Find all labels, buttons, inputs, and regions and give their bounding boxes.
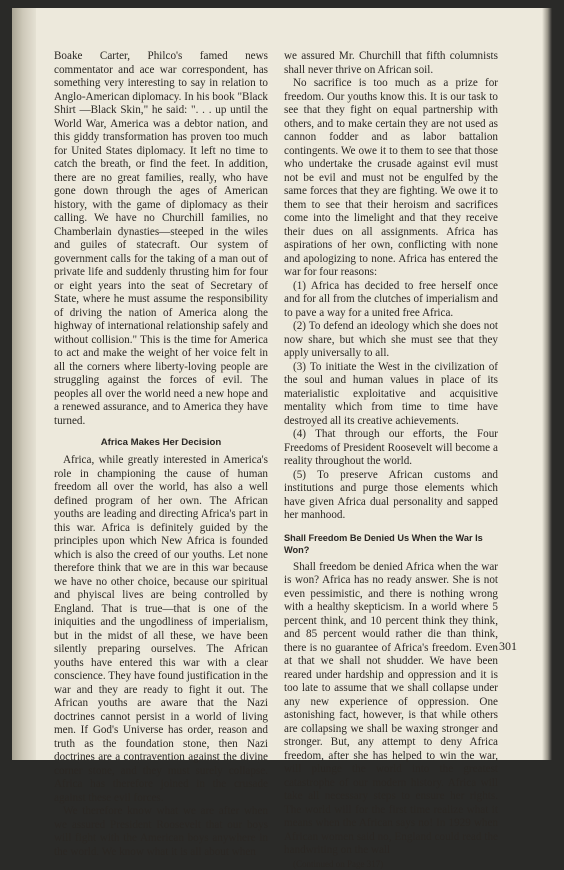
right-column (284, 50, 498, 870)
page-binding-shadow (12, 8, 36, 760)
reason-item-5: (5) To preserve African customs and institutions and purge those elements which have given Africa dual personality and sapped her manhood. (284, 468, 498, 521)
section-heading-africa-decision: Africa Makes Her Decision (100, 437, 222, 448)
left-paragraph-3: We therefore know what we are after when we assured President Roosevelt that our boys will fight with the American boys anywhere in the world. We know what it is all about when (54, 805, 268, 858)
right-paragraph-2: No sacrifice is too much as a prize for freedom. Our youths know this. It is our task to see that they fight on equal partnership with others, and to make certain they are not used as cannon fodder and as labor battalion contingents. We owe it to them to see that those who undertake the crusade against evil must not be evil and must not be engulfed by the same forces that they are fighting. We owe it to them to see that their heroism and sacrifices come into the limelight and that they receive their dues on all assignments. Africa has aspirations of her own, conflicting with none and apologizing to none. Africa has entered the war for four reasons: (284, 77, 498, 278)
magazine-page (12, 8, 552, 869)
reason-item-4: (4) That through our efforts, the Four Freedoms of President Roosevelt will become a reality throughout the world. (284, 428, 498, 467)
left-paragraph-1: Boake Carter, Philco's famed news commentator and ace war correspondent, has something very interesting to say in relation to Anglo-American diplomacy. In his book "Black Shirt —Black Skin," he said: ". . . up until the World War, America was a debtor nation, and this giddy transformation has proven too much for United States diplomacy. It left no time to catch the breath, or find the feet. In addition, there are no great families, really, who have gone down through the ages of American history, with the game of diplomacy as their calling. We have no Churchill families, no Chamberlain dynasties—steeped in the wiles and guiles of statecraft. Our system of government calls for the taking of a man out of private life and suddenly thrusting him for four or eight years into the seat of Secretary of State, where he must assume the responsibility of driving the nation of America along the highway of international relationship safely and without collision." This is the time for America to act and make the weight of her voice felt in all the corners where liberty-loving people are struggling against the forces of evil. The peoples all over the world need a new hope and a renewed assurance, and to America they have turned. (54, 50, 268, 427)
reason-item-2: (2) To defend an ideology which she does not now share, but which she must see that they apply universally to all. (284, 320, 498, 359)
continued-note: (Continued on Page 317) (293, 858, 384, 869)
page-edge-shadow (542, 8, 552, 760)
left-paragraph-2: Africa, while greatly interested in America's role in championing the cause of human freedom all over the world, has also a well defined program of her own. The African youths are leading and directing Africa's part in this war. Africa is definitely guided by the principles upon which New Africa is founded which is also the creed of our youths. Let none therefore think that we are in this war because we have no other choice, because our spiritual and phyiscal lives are being controlled by England. That is true—that is one of the iniquities and the ungodliness of imperialism, but in the midst of all these, we have been silently preparing ourselves. The African youths have entered this war with a clear conscience. They have found justification in the war and they are ready to fight it out. The African youths are aware that the Nazi doctrines cannot persist in a world of living men. If God's Universe has order, reason and truth as the foundation stone, then Nazi doctrines are a contravention against the divine corner stone, and they must surely collapse. Africa has therefore joined in the crusade against these evil forces. (54, 454, 268, 804)
right-paragraph-3: Shall freedom be denied Africa when the war is won? Africa has no ready answer. She is not even pessimistic, and there is nothing wrong with a healthy skepticism. In a world where 5 percent think, and 10 percent think they think, and 85 percent would rather die than think, there is no guarantee of Africa's freedom. Even at that we shall not shudder. We have been reared under hardship and oppression and it is too late to assume that we shall collapse under any new experience of oppression. One astonishing fact, however, is that while others are collapsing we shall be waxing stronger and stronger. But, any attempt to deny Africa freedom, after she has helped to win the war, will plunge the world into the greatest catastrophe of our modern history. Africa will take all necessary steps to ensure her rights. The world will for the first time realize what it means when the African says no! In 1929 when African women said no, England could read the handwriting on the wall (284, 560, 498, 856)
page-number: 301 (499, 639, 517, 653)
right-paragraph-1: we assured Mr. Churchill that fifth columnists shall never thrive on African soil. (284, 50, 498, 76)
reason-item-1: (1) Africa has decided to free herself once and for all from the clutches of imperialism and to pave a way for a united free Africa. (284, 279, 498, 319)
reason-item-3: (3) To initiate the West in the civilization of the soul and human values in place of its materialistic exploitative and acquisitive mentality which from time to time have destroyed all its creative achievements. (284, 360, 498, 427)
section-heading-freedom-denied: Shall Freedom Be Denied Us When the War Is Won? (284, 532, 483, 555)
left-column (54, 50, 268, 859)
